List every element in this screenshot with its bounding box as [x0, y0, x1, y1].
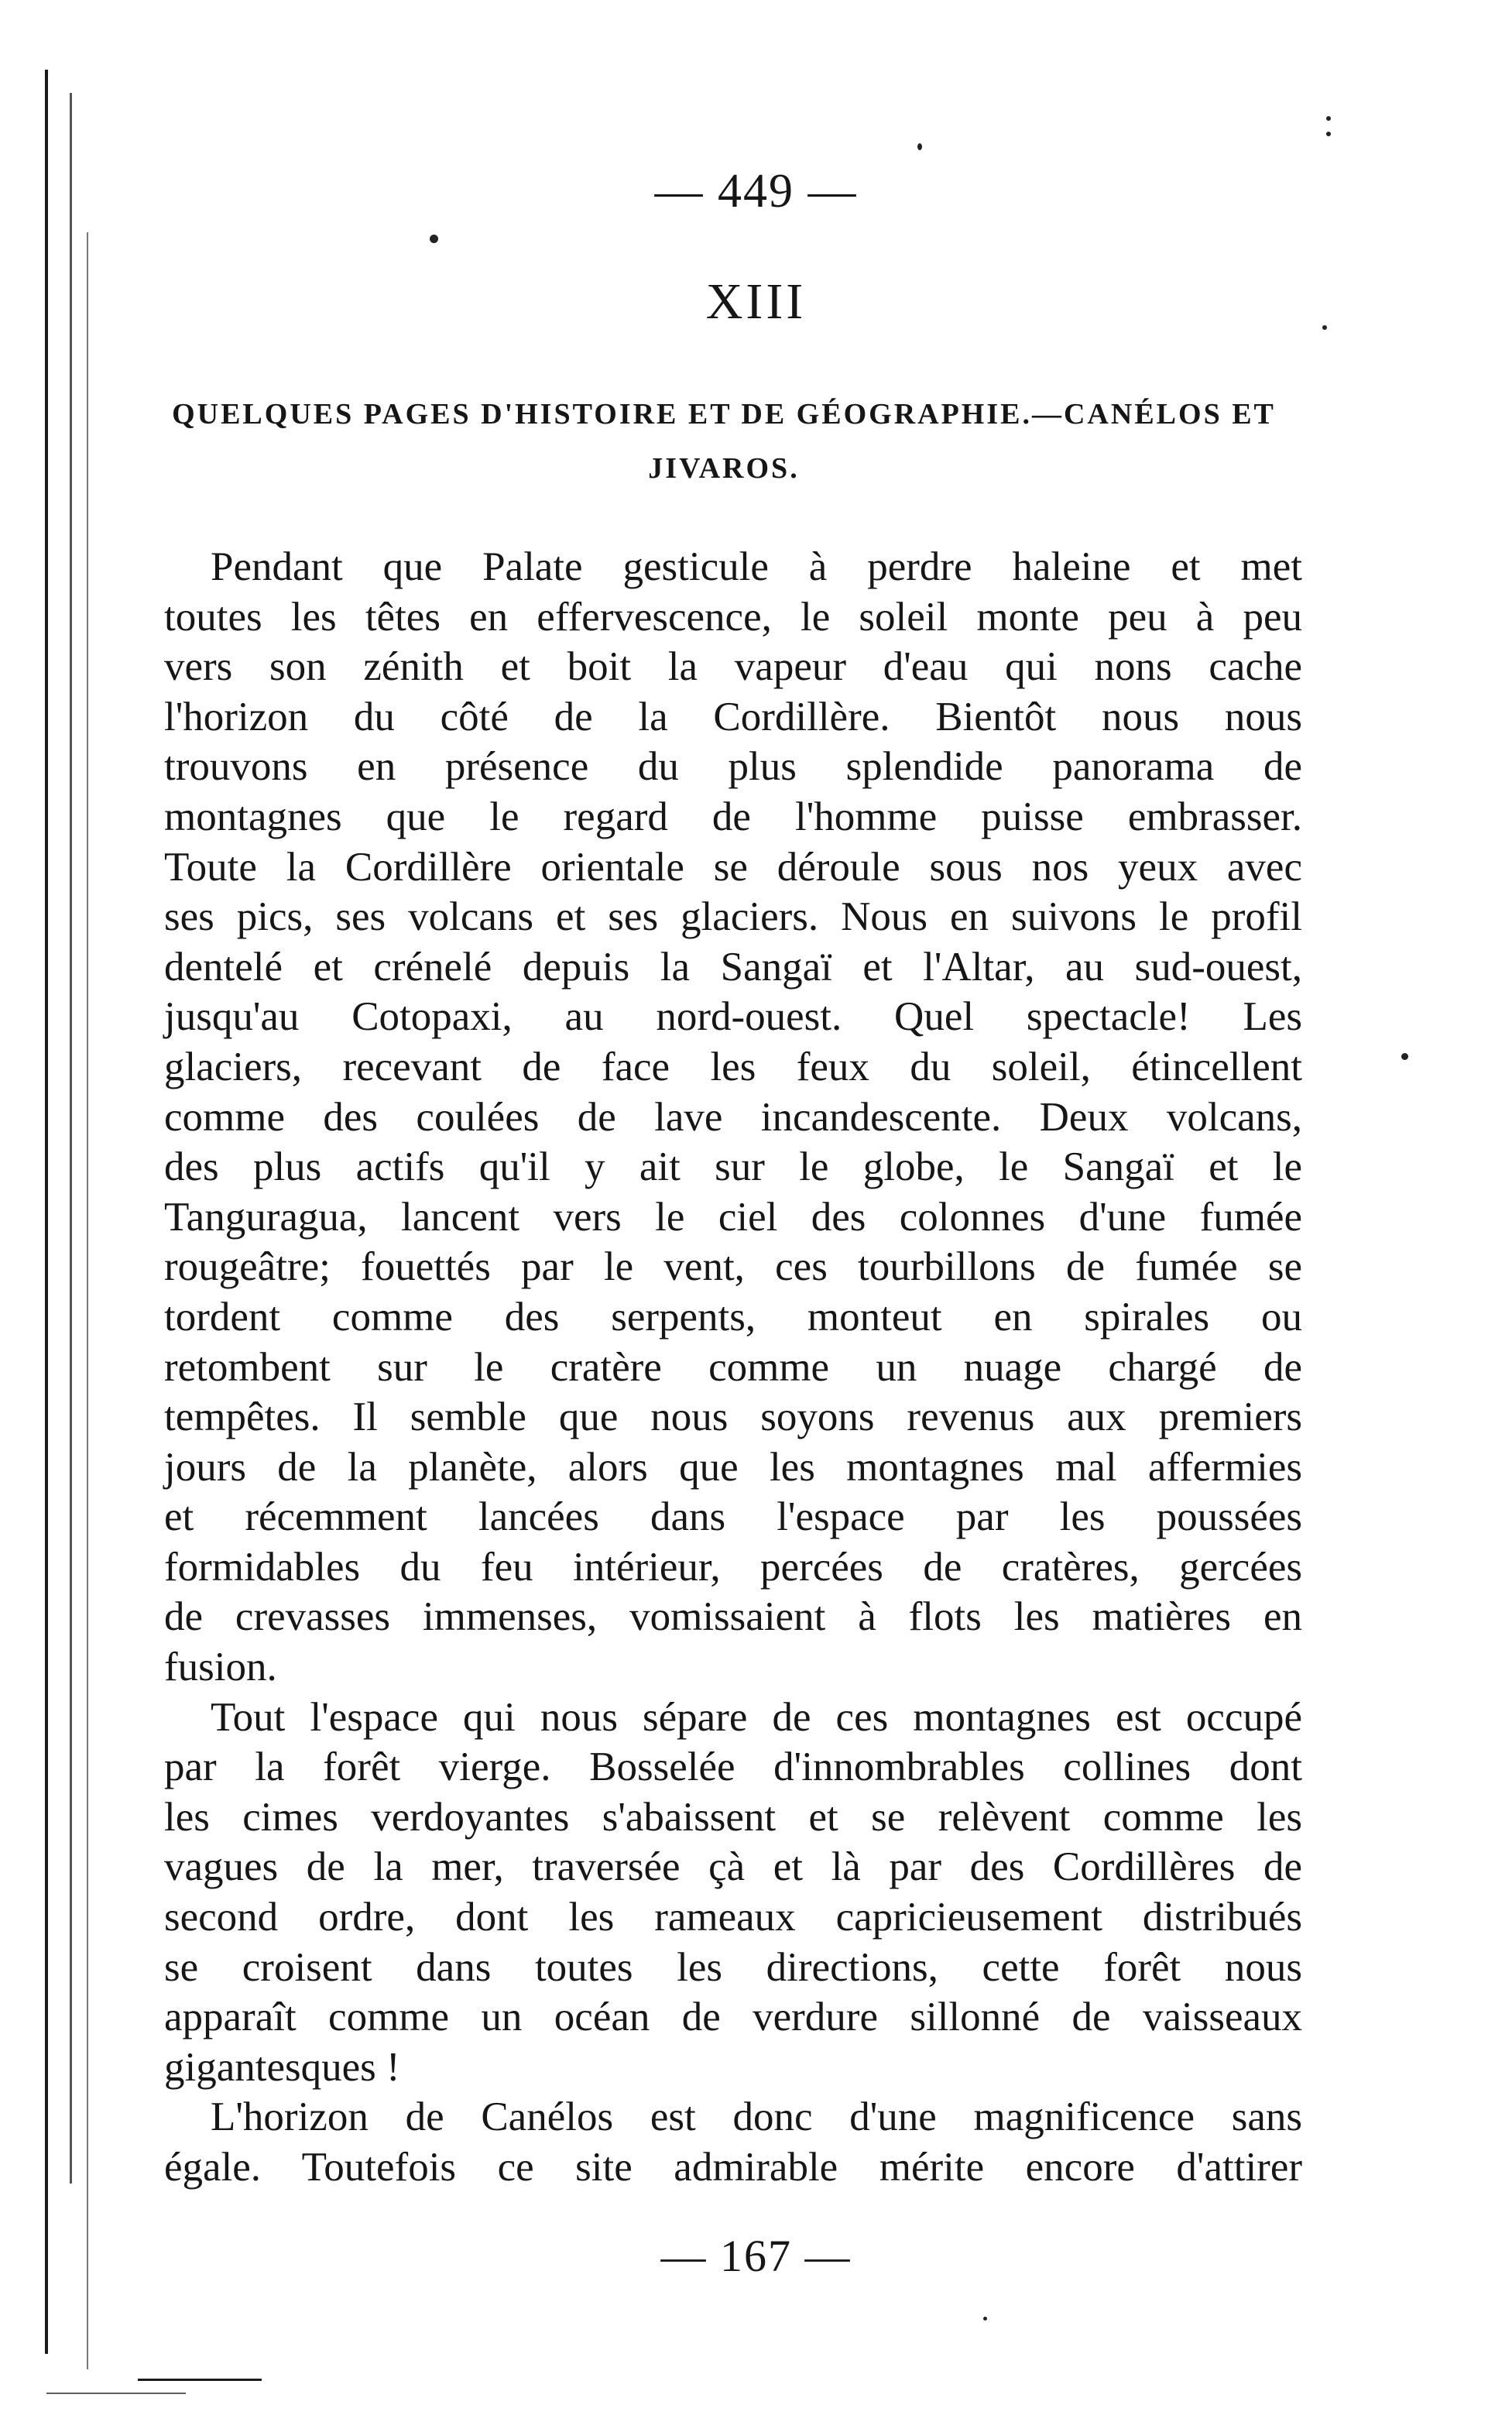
text-line: vagues de la mer, traversée çà et là par des Cordillères de	[164, 1844, 1302, 1890]
text-line: trouvons en présence du plus splendide panorama de	[164, 744, 1302, 790]
text-line: des plus actifs qu'il y ait sur le globe, le Sangaï et le	[164, 1144, 1302, 1190]
text-line: retombent sur le cratère comme un nuage chargé de	[164, 1344, 1302, 1390]
text-line: tordent comme des serpents, monteut en spirales ou	[164, 1294, 1302, 1340]
text-line: second ordre, dont les rameaux capricieusement distribués	[164, 1895, 1302, 1940]
text-line: toutes les têtes en effervescence, le soleil monte peu à peu	[164, 594, 1302, 640]
ink-speck	[430, 235, 438, 243]
binding-edge-line	[46, 2393, 186, 2394]
text-line: Toute la Cordillère orientale se déroule sous nos yeux avec	[164, 844, 1302, 890]
text-line: glaciers, recevant de face les feux du soleil, étincellent	[164, 1044, 1302, 1089]
text-line: jours de la planète, alors que les montagnes mal affermies	[164, 1444, 1302, 1490]
text-line: Tanguragua, lancent vers le ciel des colonnes d'une fumée	[164, 1194, 1302, 1240]
text-line: L'horizon de Canélos est donc d'une magnificence sans	[211, 2094, 1302, 2140]
text-line: comme des coulées de lave incandescente. Deux volcans,	[164, 1094, 1302, 1140]
text-line: tempêtes. Il semble que nous soyons revenus aux premiers	[164, 1394, 1302, 1440]
text-line: rougeâtre; fouettés par le vent, ces tourbillons de fumée se	[164, 1244, 1302, 1290]
text-line: égale. Toutefois ce site admirable mérite encore d'attirer	[164, 2145, 1302, 2190]
ink-speck	[1326, 132, 1331, 136]
chapter-title: QUELQUES PAGES D'HISTOIRE ET DE GÉOGRAPHIE.—CANÉLOS ET JIVAROS.	[172, 398, 1276, 485]
chapter-number: XIII	[705, 273, 807, 330]
header-page-number: — 449 —	[654, 165, 858, 218]
text-line: se croisent dans toutes les directions, cette forêt nous	[164, 1944, 1302, 1990]
body-text	[164, 542, 1302, 2193]
text-line: jusqu'au Cotopaxi, au nord-ouest. Quel spectacle! Les	[164, 994, 1302, 1040]
text-line: par la forêt vierge. Bosselée d'innombrables collines dont	[164, 1744, 1302, 1790]
binding-edge-line	[70, 93, 72, 2183]
text-line: formidables du feu intérieur, percées de cratères, gercées	[164, 1544, 1302, 1590]
text-line: dentelé et crénelé depuis la Sangaï et l'Altar, au sud-ouest,	[164, 944, 1302, 990]
text-line: de crevasses immenses, vomissaient à flots les matières en	[164, 1594, 1302, 1640]
text-line: apparaît comme un océan de verdure sillonné de vaisseaux	[164, 1995, 1302, 2040]
paragraph	[164, 542, 1302, 1693]
text-line: l'horizon du côté de la Cordillère. Bientôt nous nous	[164, 694, 1302, 739]
binding-edge-line	[138, 2379, 262, 2381]
ink-speck	[1326, 116, 1331, 121]
text-line: vers son zénith et boit la vapeur d'eau qui nons cache	[164, 644, 1302, 690]
text-line: gigantesques !	[164, 2044, 400, 2090]
paragraph	[164, 1693, 1302, 2093]
binding-edge-line	[45, 70, 48, 2354]
text-line: ses pics, ses volcans et ses glaciers. Nous en suivons le profil	[164, 894, 1302, 940]
paragraph	[164, 2092, 1302, 2192]
ink-speck	[917, 143, 922, 150]
text-line: et récemment lancées dans l'espace par les poussées	[164, 1494, 1302, 1540]
binding-edge-line	[87, 232, 88, 2369]
text-line: les cimes verdoyantes s'abaissent et se relèvent comme les	[164, 1794, 1302, 1840]
text-line: Tout l'espace qui nous sépare de ces montagnes est occupé	[211, 1694, 1302, 1740]
footer-page-number: — 167 —	[660, 2231, 852, 2281]
text-line: fusion.	[164, 1645, 277, 1690]
text-line: Pendant que Palate gesticule à perdre haleine et met	[211, 544, 1302, 589]
ink-speck	[983, 2317, 987, 2321]
text-line: montagnes que le regard de l'homme puisse embrasser.	[164, 794, 1302, 839]
ink-speck	[1401, 1053, 1408, 1060]
